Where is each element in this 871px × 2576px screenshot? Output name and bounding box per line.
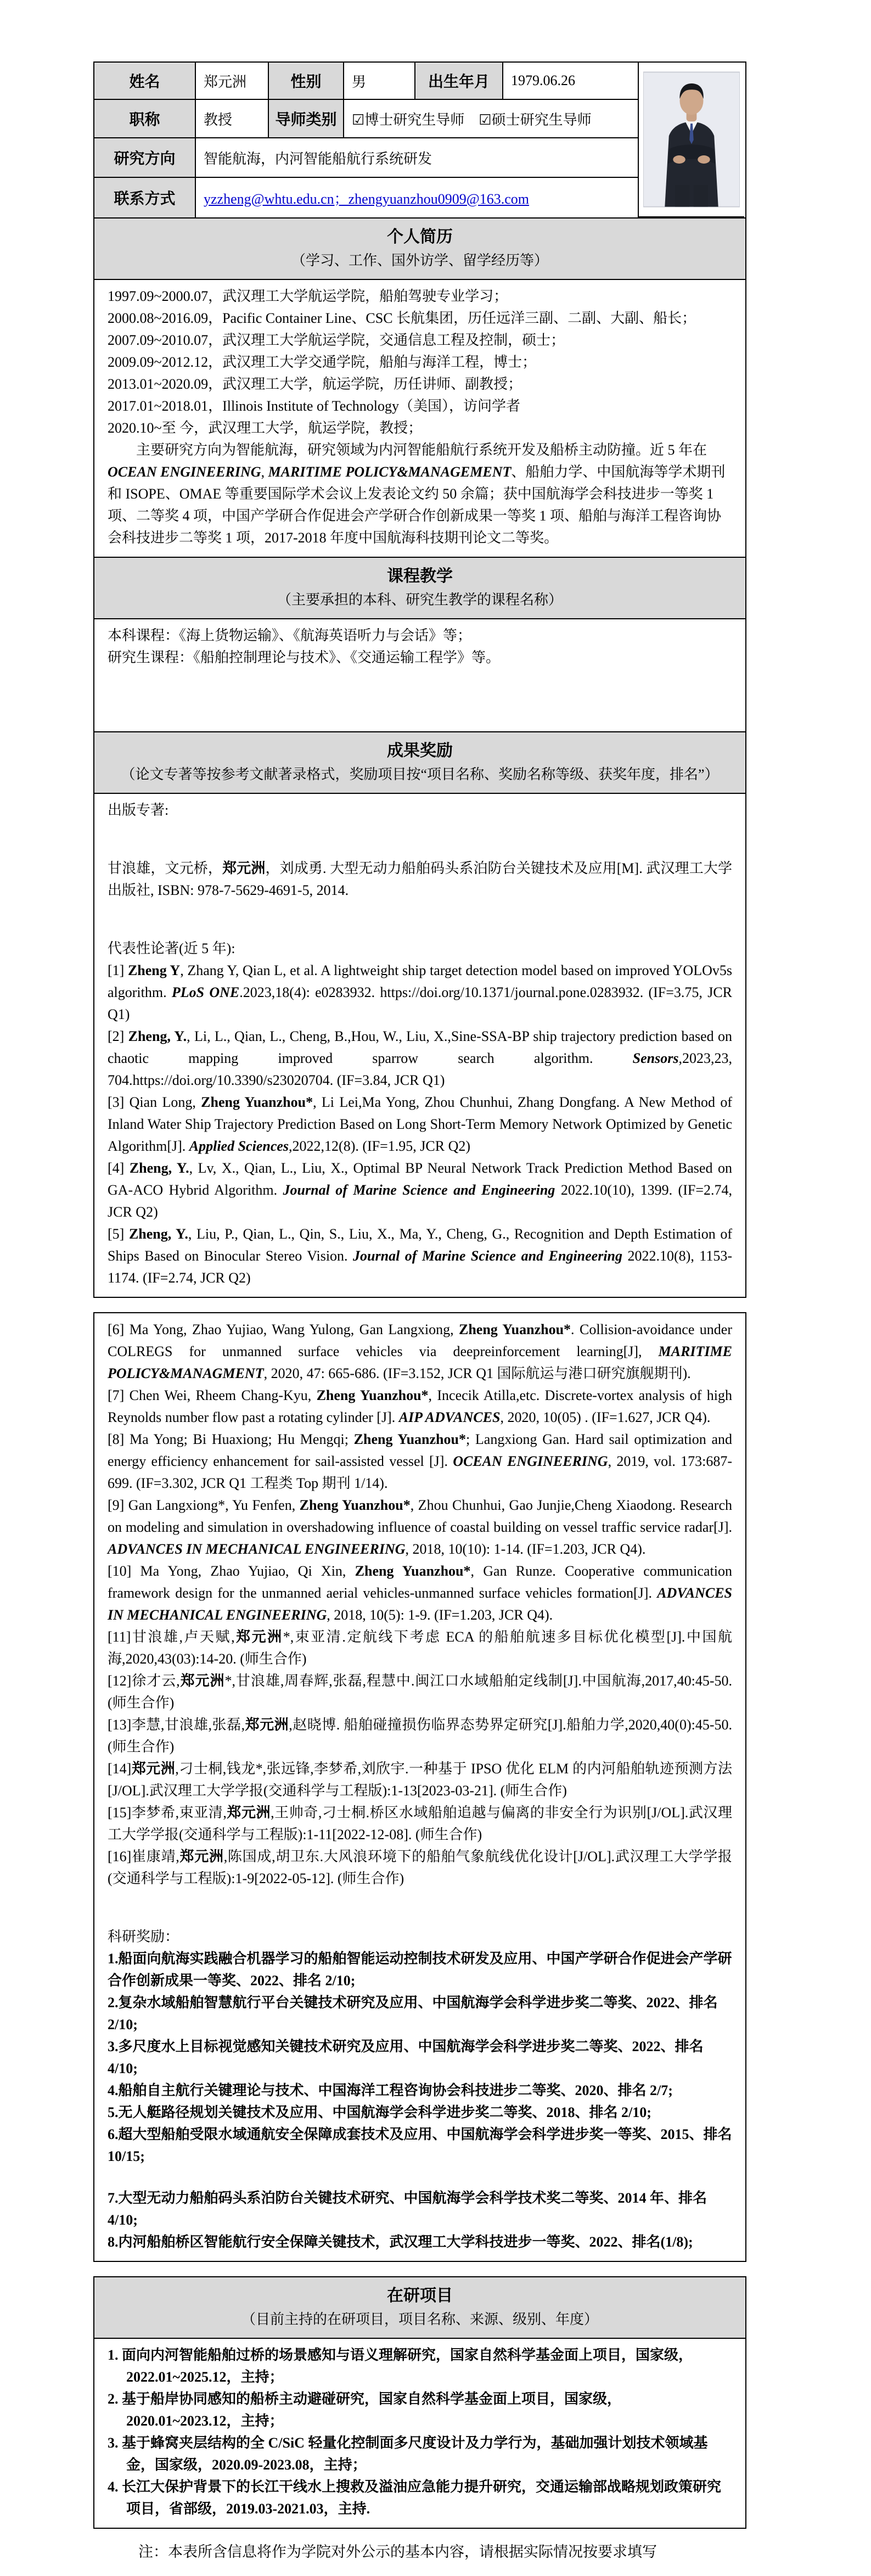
achievements-section-subtitle: （论文专著等按参考文献著录格式，奖励项目按“项目名称、奖励名称等级、获奖年度，排名”）	[121, 766, 719, 782]
publication-item: [10] Ma Yong, Zhao Yujiao, Qi Xin, Zheng Yuanzhou*, Gan Runze. Cooperative communication framework design for the unmanned aerial vehicles-unmanned surface vehicles formation[J]. ADVANCES IN MECHANICAL ENGINEERING, 2018, 10(5): 1-9. (IF=1.203, JCR Q4).	[108, 1563, 732, 1623]
resume-entry: 2017.01~2018.01，Illinois Institute of Technology（美国），访问学者	[108, 398, 521, 414]
research-award-item: 3.多尺度水上目标视觉感知关键技术研究及应用、中国航海学会科学进步奖二等奖、2022、排名 4/10;	[108, 2039, 704, 2076]
teaching-section-title: 课程教学	[387, 567, 453, 585]
resume-section-title: 个人简历	[387, 228, 453, 246]
title-label: 职称	[94, 100, 196, 138]
publication-item: [16]崔康靖,郑元洲,陈国成,胡卫东.大风浪环境下的船舶气象航线优化设计[J/OL].武汉理工大学学报(交通科学与工程版):1-9[2022-05-12]. (师生合作)	[108, 1849, 732, 1886]
publication-item: [1] Zheng Y, Zhang Y, Qian L, et al. A lightweight ship target detection model based on improved YOLOv5s algorithm. PLoS ONE.2023,18(4): e0283932. https://doi.org/10.1371/journal.pone.0283932. (IF=3.75, JCR Q1)	[108, 962, 732, 1022]
page-table-3	[93, 2276, 746, 2529]
project-item: 4. 长江大保护背景下的长江干线水上搜救及溢油应急能力提升研究，交通运输部战略规划政策研究项目，省部级，2019.03-2021.03，主持.	[108, 2479, 722, 2517]
portrait-photo-image	[643, 67, 740, 212]
portrait-photo	[639, 63, 744, 217]
name-label: 姓名	[94, 63, 196, 100]
page-table-1	[93, 61, 746, 1298]
publication-item: [6] Ma Yong, Zhao Yujiao, Wang Yulong, Gan Langxiong, Zheng Yuanzhou*. Collision-avoidance under COLREGS for unmanned surface vehicles via deepreinforcement learning[J], MARITIME POLICY&MANAGMENT, 2020, 47: 665-686. (IF=3.152, JCR Q1 国际航运与港口研究旗舰期刊).	[108, 1321, 732, 1381]
monograph-heading: 出版专著:	[108, 802, 169, 818]
publication-item: [9] Gan Langxiong*, Yu Fenfen, Zheng Yuanzhou*, Zhou Chunhui, Gao Junjie,Cheng Xiaodong. Research on modeling and simulation in overshadowing influence of coastal building on vessel traffic service radar[J]. ADVANCES IN MECHANICAL ENGINEERING, 2018, 10(10): 1-14. (IF=1.203, JCR Q4).	[108, 1497, 733, 1557]
supervisor-type-value: ☑博士研究生导师 ☑硕士研究生导师	[344, 100, 639, 138]
projects-section-body	[94, 2339, 745, 2528]
resume-entry: 2009.09~2012.12，武汉理工大学交通学院，船舶与海洋工程，博士；	[108, 354, 537, 370]
publication-item: [13]李慧,甘浪雄,张磊,郑元洲,赵晓博. 船舶碰撞损伤临界态势界定研究[J].船舶力学,2020,40(0):45-50. (师生合作)	[108, 1717, 732, 1755]
resume-entry: 2020.10~至 今，武汉理工大学，航运学院，教授；	[108, 420, 423, 436]
research-awards-heading: 科研奖励：	[108, 1929, 179, 1945]
publication-item: [8] Ma Yong; Bi Huaxiong; Hu Mengqi; Zheng Yuanzhou*; Langxiong Gan. Hard sail optimization and energy efficiency enhancement for sail-assisted vessel [J]. OCEAN ENGINEERING, 2019, vol. 173:687-699. (IF=3.302, JCR Q1 工程类 Top 期刊 1/14).	[108, 1431, 732, 1491]
birth-value: 1979.06.26	[503, 63, 639, 100]
research-award-item: 7.大型无动力船舶码头系泊防台关键技术研究、中国航海学会科学技术奖二等奖、2014 年、排名 4/10;	[108, 2190, 707, 2228]
publication-item: [14]郑元洲,刁士桐,钱龙*,张远锋,李梦希,刘欣宇.一种基于 IPSO 优化 ELM 的内河船舶轨迹预测方法[J/OL].武汉理工大学学报(交通科学与工程版):1-13[2023-03-21]. (师生合作)	[108, 1761, 732, 1799]
name-value: 郑元洲	[196, 63, 269, 100]
publication-item: [2] Zheng, Y., Li, L., Qian, L., Cheng, B.,Hou, W., Liu, X.,Sine-SSA-BP ship trajectory prediction based on chaotic mapping improved sparrow search algorithm. Sensors,2023,23, 704.https://doi.org/10.3390/s23020704. (IF=3.84, JCR Q1)	[108, 1028, 732, 1088]
title-value: 教授	[196, 100, 269, 138]
resume-section-subtitle: （学习、工作、国外访学、留学经历等）	[291, 253, 548, 268]
publication-item: [15]李梦希,束亚清,郑元洲,王帅奇,刁士桐.桥区水域船舶追越与偏离的非安全行为识别[J/OL].武汉理工大学学报(交通科学与工程版):1-11[2022-12-08]. (师生合作)	[108, 1805, 732, 1843]
achievements-body-part1	[94, 794, 745, 1297]
research-award-item: 1.船面向航海实践融合机器学习的船舶智能运动控制技术研发及应用、中国产学研合作促进会产学研合作创新成果一等奖、2022、排名 2/10;	[108, 1951, 732, 1989]
resume-section-header	[94, 219, 745, 280]
research-award-item: 2.复杂水域船舶智慧航行平台关键技术研究及应用、中国航海学会科学进步奖二等奖、2022、排名 2/10;	[108, 1995, 718, 2032]
resume-entry: 2000.08~2016.09，Pacific Container Line、CSC 长航集团，历任远洋三副、二副、大副、船长；	[108, 310, 696, 326]
publication-item: [7] Chen Wei, Rheem Chang-Kyu, Zheng Yuanzhou*, Incecik Atilla,etc. Discrete-vortex analysis of high Reynolds number flow past a rotating cylinder [J]. AIP ADVANCES, 2020, 10(05) . (IF=1.627, JCR Q4).	[108, 1387, 732, 1425]
teaching-course-line: 本科课程：《海上货物运输》、《航海英语听力与会话》等；	[108, 628, 472, 643]
projects-section-title: 在研项目	[387, 2287, 453, 2305]
publication-item: [5] Zheng, Y., Liu, P., Qian, L., Qin, S., Liu, X., Ma, Y., Cheng, G., Recognition and Depth Estimation of Ships Based on Binocular Stereo Vision. Journal of Marine Science and Engineering 2022.10(8), 1153-1174. (IF=2.74, JCR Q2)	[108, 1226, 733, 1286]
publication-item: [3] Qian Long, Zheng Yuanzhou*, Li Lei,Ma Yong, Zhou Chunhui, Zhang Dongfang. A New Method of Inland Water Ship Trajectory Prediction Based on Long Short-Term Memory Network Optimized by Genetic Algorithm[J]. Applied Sciences,2022,12(8). (IF=1.95, JCR Q2)	[108, 1094, 732, 1154]
research-award-item: 6.超大型船舶受限水域通航安全保障成套技术及应用、中国航海学会科学进步奖一等奖、2015、排名 10/15;	[108, 2126, 732, 2164]
birth-label: 出生年月	[415, 63, 503, 100]
achievements-body-part2	[94, 1313, 745, 2261]
contact-label: 联系方式	[94, 178, 196, 217]
research-award-item: 5.无人艇路径规划关键技术及应用、中国航海学会科学进步奖二等奖、2018、排名 2/10;	[108, 2104, 651, 2120]
research-award-item: 4.船舶自主航行关键理论与技术、中国海洋工程咨询协会科技进步二等奖、2020、排名 2/7;	[108, 2082, 673, 2098]
resume-section-body	[94, 280, 745, 558]
publication-item: [4] Zheng, Y., Lv, X., Qian, L., Liu, X., Optimal BP Neural Network Track Prediction Method Based on GA-ACO Hybrid Algorithm. Journal of Marine Science and Engineering 2022.10(10), 1399. (IF=2.74, JCR Q2)	[108, 1160, 732, 1220]
teaching-section-body	[94, 619, 745, 732]
gender-label: 性别	[269, 63, 344, 100]
resume-entry: 1997.09~2000.07，武汉理工大学航运学院，船舶驾驶专业学习；	[108, 288, 508, 304]
footer-note: 注：本表所含信息将作为学院对外公示的基本内容，请根据实际情况按要求填写	[138, 2544, 657, 2560]
research-direction-label: 研究方向	[94, 138, 196, 178]
projects-section-header	[94, 2277, 745, 2339]
teaching-course-line: 研究生课程：《船舶控制理论与技术》、《交通运输工程学》等。	[108, 649, 501, 665]
basic-info-table	[94, 63, 745, 219]
supervisor-type-label: 导师类别	[269, 100, 344, 138]
resume-summary-paragraph: 主要研究方向为智能航海，研究领域为内河智能船航行系统开发及船桥主动防撞。近 5 年在 OCEAN ENGINEERING, MARITIME POLICY&MANAGEMENT、船舶力学、中国航海等学术期刊和 ISOPE、OMAE 等重要国际学术会议上发表论文约 50 余篇；获中国航海学会科技进步一等奖 1 项、二等奖 4 项，中国产学研合作促进会产学研合作创新成果一等奖 1 项、船舶与海洋工程咨询协会科技进步二等奖 1 项，2017-2018 年度中国航海科技期刊论文二等奖。	[108, 442, 726, 546]
project-item: 1. 面向内河智能船舶过桥的场景感知与语义理解研究，国家自然科学基金面上项目，国家级，2022.01~2025.12，主持；	[108, 2347, 693, 2385]
spacer	[108, 901, 732, 938]
teaching-section-header	[94, 558, 745, 619]
contact-value	[196, 178, 639, 217]
email-link[interactable]: yzzheng@whtu.edu.cn；zhengyuanzhou0909@163.com	[204, 191, 530, 207]
achievements-section-title: 成果奖励	[387, 742, 453, 760]
page-table-2	[93, 1312, 746, 2262]
publication-item: [12]徐才云,郑元洲*,甘浪雄,周春辉,张磊,程慧中.闽江口水域船舶定线制[J].中国航海,2017,40:45-50. (师生合作)	[108, 1673, 732, 1711]
spacer	[108, 2168, 732, 2187]
resume-entry: 2007.09~2010.07，武汉理工大学航运学院，交通信息工程及控制，硕士；	[108, 332, 565, 348]
monograph-item: 甘浪雄，文元桥，郑元洲，刘成勇. 大型无动力船舶码头系泊防台关键技术及应用[M]. 武汉理工大学出版社, ISBN: 978-7-5629-4691-5, 2014.	[108, 860, 732, 898]
resume-entry: 2013.01~2020.09，武汉理工大学，航运学院，历任讲师、副教授；	[108, 376, 522, 392]
publication-item: [11]甘浪雄,卢天赋,郑元洲*,束亚清.定航线下考虑 ECA 的船舶航速多目标优化模型[J].中国航海,2020,43(03):14-20. (师生合作)	[108, 1629, 732, 1667]
teaching-section-subtitle: （主要承担的本科、研究生教学的课程名称）	[277, 592, 563, 608]
research-direction-value: 智能航海，内河智能船航行系统研发	[196, 138, 639, 178]
papers-heading: 代表性论著(近 5 年):	[108, 940, 235, 956]
project-item: 2. 基于船岸协同感知的船桥主动避碰研究，国家自然科学基金面上项目，国家级，2020.01~2023.12，主持；	[108, 2391, 622, 2429]
project-item: 3. 基于蜂窝夹层结构的全 C/SiC 轻量化控制面多尺度设计及力学行为，基础加强计划技术领域基金，国家级，2020.09-2023.08，主持；	[108, 2435, 708, 2473]
faculty-profile-form	[93, 61, 746, 2563]
spacer	[108, 821, 732, 858]
spacer	[108, 1890, 732, 1926]
projects-section-subtitle: （目前主持的在研项目，项目名称、来源、级别、年度）	[241, 2311, 598, 2327]
achievements-section-header	[94, 732, 745, 794]
gender-value: 男	[344, 63, 415, 100]
research-award-item: 8.内河船舶桥区智能航行安全保障关键技术，武汉理工大学科技进步一等奖、2022、排名(1/8);	[108, 2234, 693, 2250]
